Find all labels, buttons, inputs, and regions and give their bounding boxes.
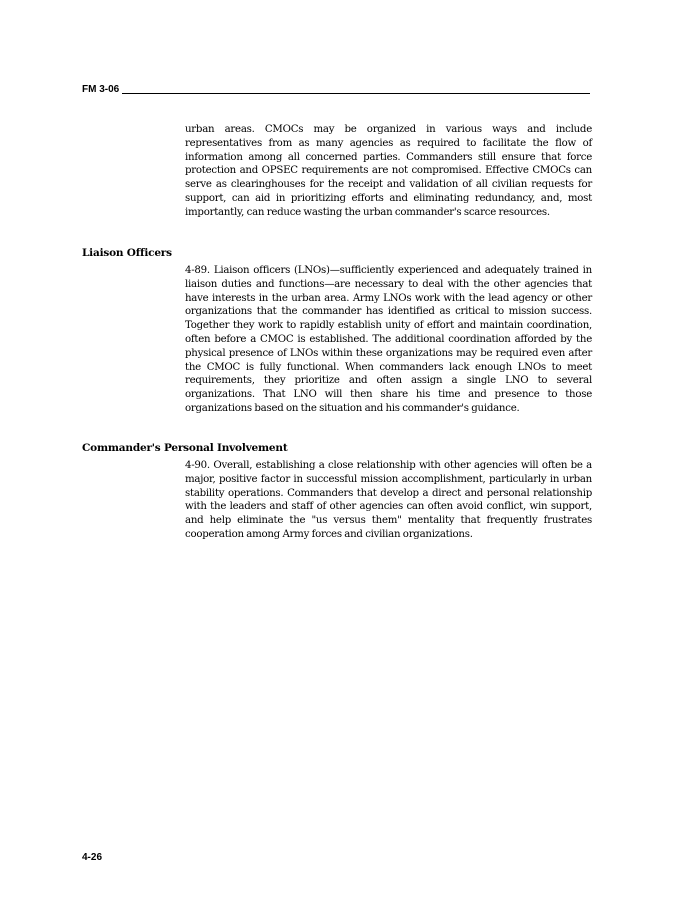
page-header [82, 83, 590, 95]
header-rule [122, 93, 590, 94]
liaison-officers-heading: Liaison Officers [82, 247, 172, 259]
page-number: 4-26 [82, 852, 103, 863]
manual-designation: FM 3-06 [82, 84, 120, 95]
intro-paragraph: urban areas. CMOCs may be organized in various ways and include representatives from as many agencies as required to facilitate the flow of information among all concerned parties. Commanders still ensure that force protection and OPSEC requirements are not compromised. Effective CMOCs can serve as clearinghouses for the receipt and validation of all civilian requests for support, can aid in prioritizing efforts and eliminating redundancy, and, most importantly, can reduce wasting the urban commander's scarce resources. [185, 124, 592, 218]
commanders-personal-involvement-heading: Commander's Personal Involvement [82, 442, 288, 454]
paragraph-4-89: 4-89. Liaison officers (LNOs)—sufficiently experienced and adequately trained in liaison duties and functions—are necessary to deal with the other agencies that have interests in the urban area. Army LNOs work with the lead agency or other organizations that the commander has identified as critical to mission success. Together they work to rapidly establish unity of effort and maintain coordination, often before a CMOC is established. The additional coordination afforded by the physical presence of LNOs within these organizations may be required even after the CMOC is fully functional. When commanders lack enough LNOs to meet requirements, they prioritize and often assign a single LNO to several organizations. That LNO will then share his time and presence to those organizations based on the situation and his commander's guidance. [185, 265, 592, 414]
paragraph-4-90: 4-90. Overall, establishing a close relationship with other agencies will often be a major, positive factor in successful mission accomplishment, particularly in urban stability operations. Commanders that develop a direct and personal relationship with the leaders and staff of other agencies can often avoid conflict, win support, and help eliminate the "us versus them" mentality that frequently frustrates cooperation among Army forces and civilian organizations. [185, 460, 592, 540]
